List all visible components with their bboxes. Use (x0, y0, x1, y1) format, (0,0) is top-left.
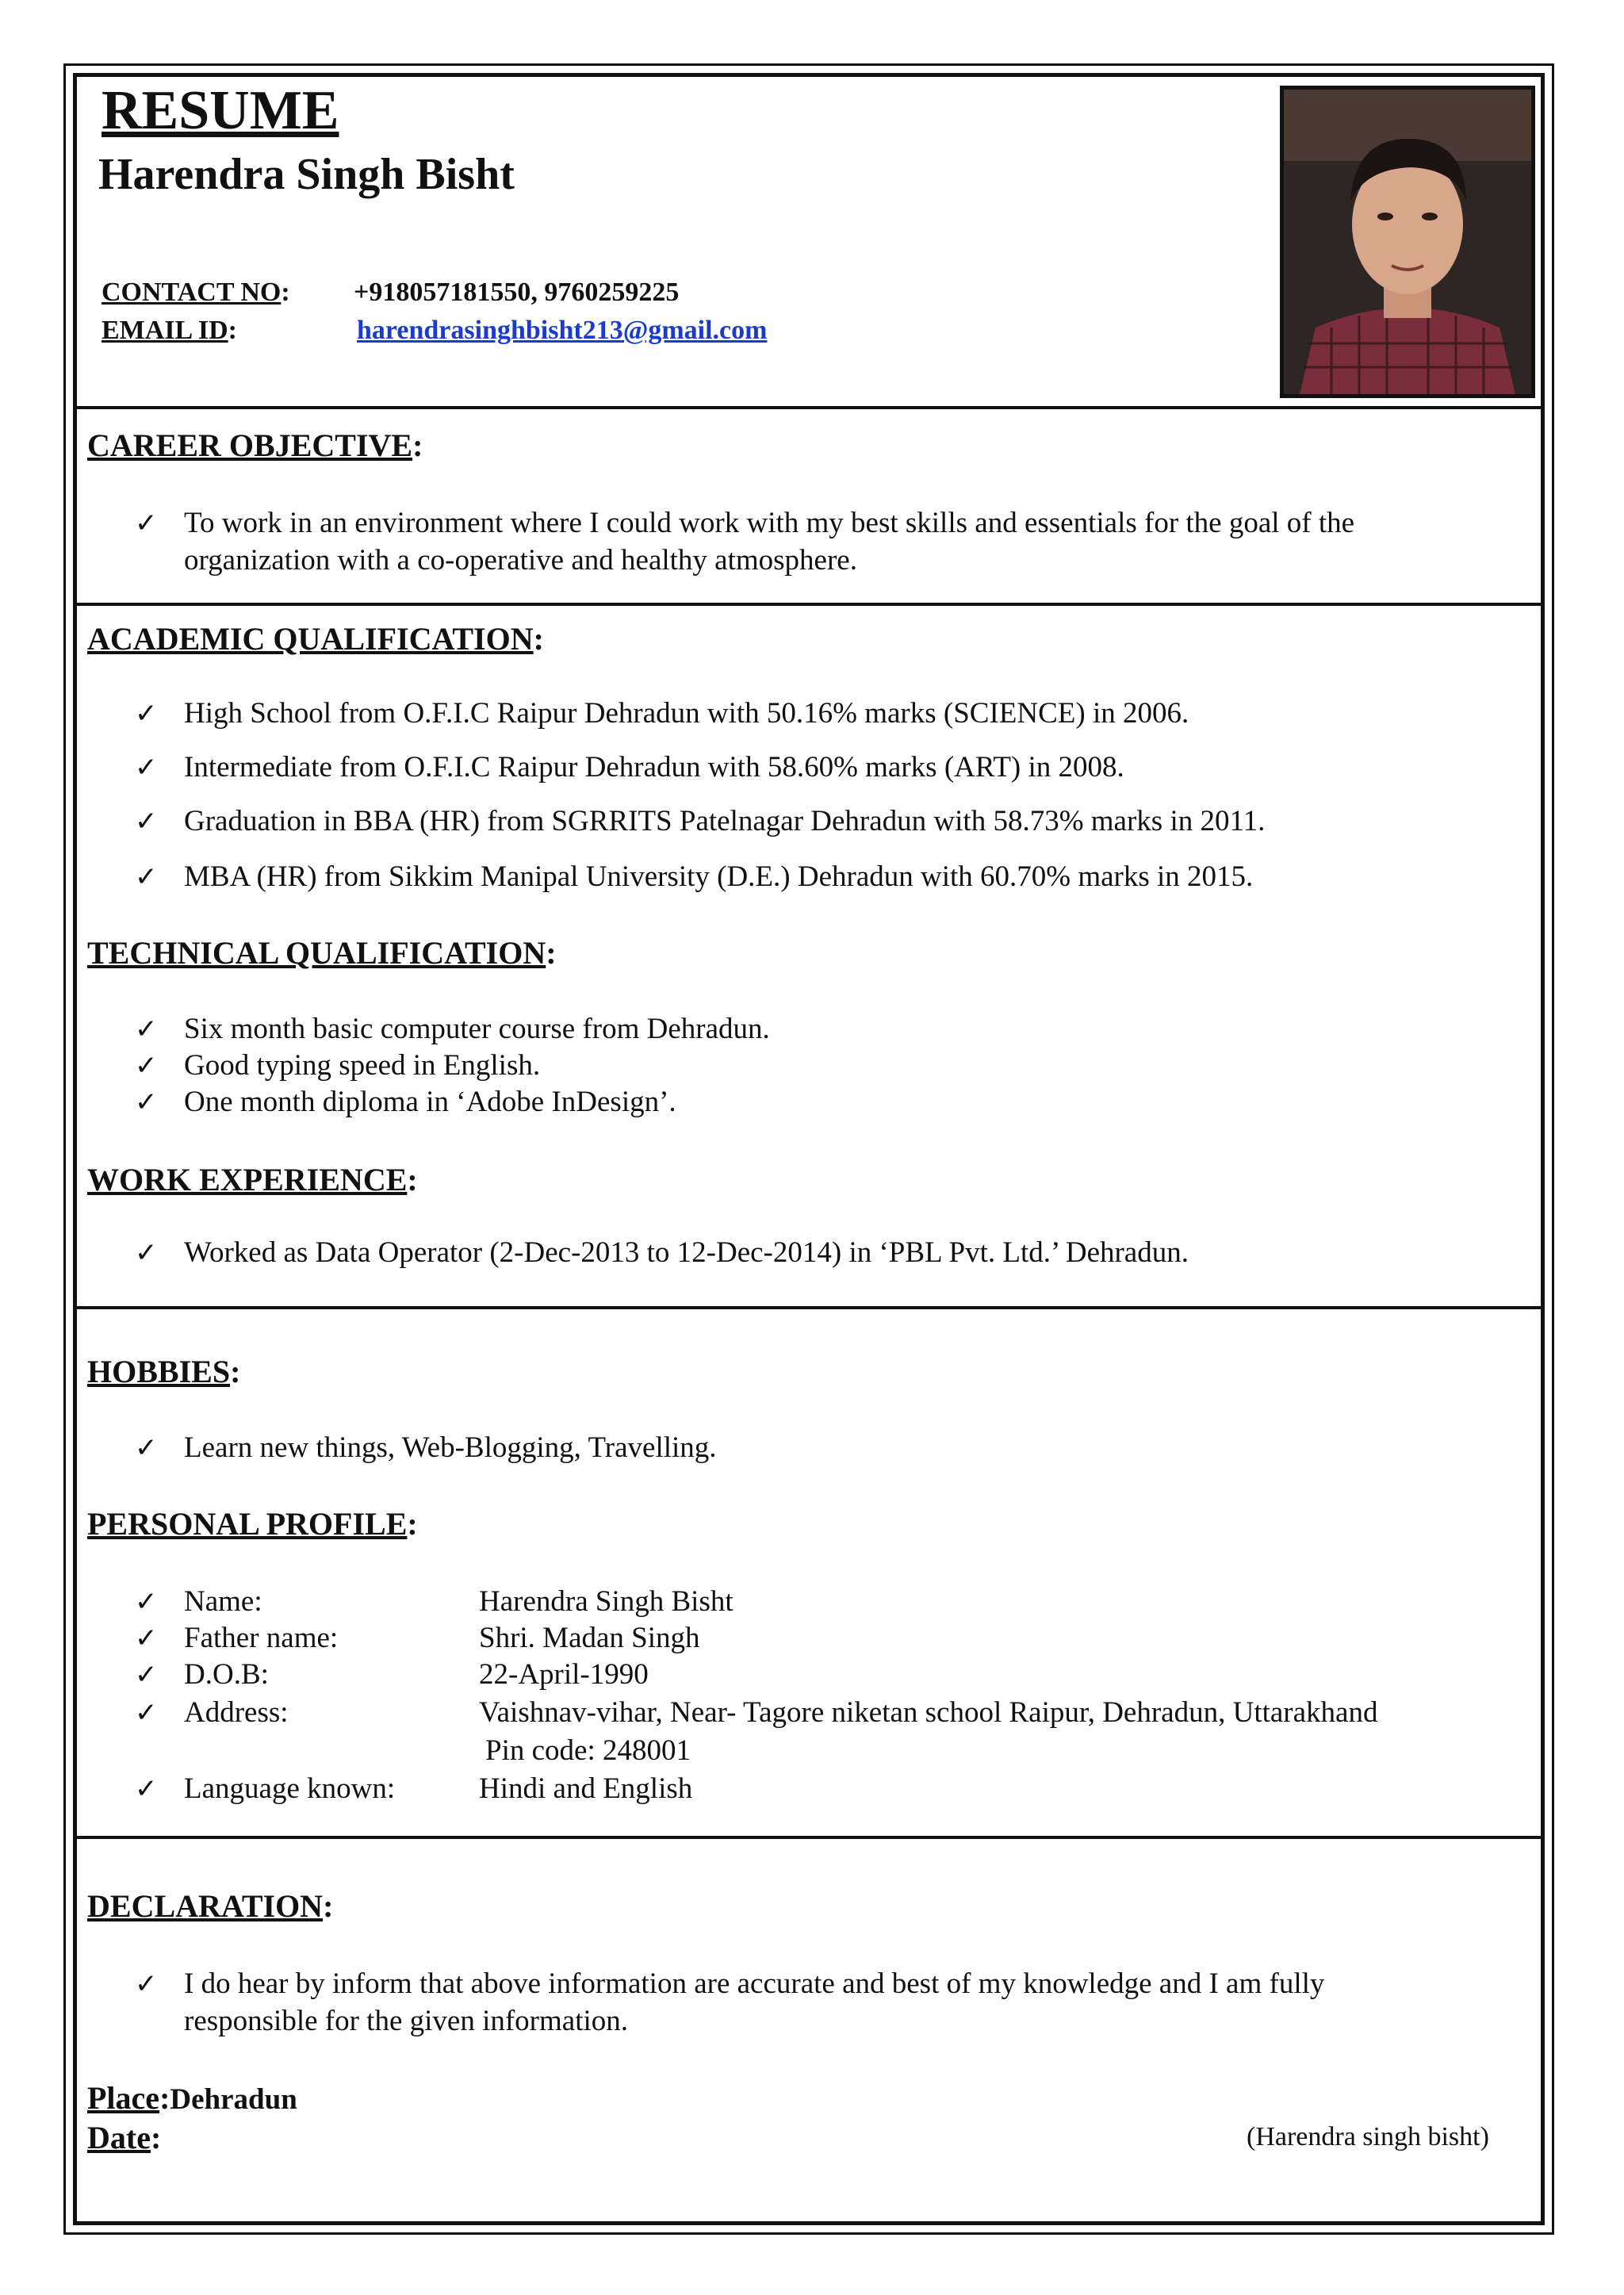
divider-work (73, 1306, 1545, 1309)
declaration-heading: DECLARATION: (87, 1888, 334, 1924)
contact-value: +918057181550, 9760259225 (354, 278, 680, 307)
hobbies-heading: HOBBIES: (87, 1354, 241, 1389)
profile-value: Hindi and English (479, 1772, 693, 1805)
profile-photo (1280, 86, 1535, 398)
check-icon: ✓ (135, 698, 158, 730)
profile-label: Name: (184, 1585, 262, 1618)
divider-header (73, 406, 1545, 409)
list-item: One month diploma in ‘Adobe InDesign’. (184, 1086, 676, 1118)
profile-label: Language known: (184, 1772, 396, 1805)
career-objective-heading: CAREER OBJECTIVE: (87, 427, 423, 463)
profile-value: Shri. Madan Singh (479, 1622, 700, 1654)
contact-label: CONTACT NO: (102, 278, 290, 307)
list-item: Worked as Data Operator (2-Dec-2013 to 12-Dec-2014) in ‘PBL Pvt. Ltd.’ Dehradun. (184, 1236, 1189, 1269)
signature: (Harendra singh bisht) (1247, 2122, 1489, 2151)
email-label: EMAIL ID: (102, 316, 237, 345)
profile-value: Harendra Singh Bisht (479, 1585, 733, 1618)
list-item: Learn new things, Web-Blogging, Travelling. (184, 1431, 717, 1464)
list-item: Graduation in BBA (HR) from SGRRITS Patelnagar Dehradun with 58.73% marks in 2011. (184, 805, 1266, 837)
check-icon: ✓ (135, 508, 158, 539)
check-icon: ✓ (135, 861, 158, 893)
check-icon: ✓ (135, 1237, 158, 1269)
check-icon: ✓ (135, 1623, 158, 1654)
divider-profile (73, 1836, 1545, 1839)
profile-pin: Pin code: 248001 (485, 1734, 691, 1767)
resume-title: RESUME (102, 80, 339, 141)
check-icon: ✓ (135, 752, 158, 784)
list-item: Intermediate from O.F.I.C Raipur Dehradun with 58.60% marks (ART) in 2008. (184, 751, 1124, 784)
place-line: Place:Dehradun (87, 2080, 297, 2116)
list-item: Six month basic computer course from Dehradun. (184, 1013, 770, 1045)
career-objective-text: To work in an environment where I could work with my best skills and essentials for the goal of the organization with a co-operative and healthy atmosphere. (184, 507, 1355, 577)
check-icon: ✓ (135, 806, 158, 837)
list-item: Good typing speed in English. (184, 1049, 541, 1082)
check-icon: ✓ (135, 1432, 158, 1464)
profile-value: 22-April-1990 (479, 1658, 649, 1691)
check-icon: ✓ (135, 1050, 158, 1082)
check-icon: ✓ (135, 1697, 158, 1729)
check-icon: ✓ (135, 1586, 158, 1618)
list-item: High School from O.F.I.C Raipur Dehradun with 50.16% marks (SCIENCE) in 2006. (184, 697, 1189, 730)
profile-label: D.O.B: (184, 1658, 269, 1691)
work-heading: WORK EXPERIENCE: (87, 1162, 418, 1197)
check-icon: ✓ (135, 1013, 158, 1045)
profile-label: Address: (184, 1696, 289, 1729)
profile-label: Father name: (184, 1622, 339, 1654)
academic-heading: ACADEMIC QUALIFICATION: (87, 621, 544, 657)
profile-value: Vaishnav-vihar, Near- Tagore niketan school Raipur, Dehradun, Uttarakhand (479, 1696, 1378, 1729)
declaration-text: I do hear by inform that above information are accurate and best of my knowledge and I am fully responsible for the given information. (184, 1967, 1325, 2037)
date-line: Date: (87, 2120, 162, 2155)
divider-career (73, 603, 1545, 606)
email-link[interactable]: harendrasinghbisht213@gmail.com (357, 316, 768, 345)
check-icon: ✓ (135, 1773, 158, 1805)
check-icon: ✓ (135, 1086, 158, 1118)
check-icon: ✓ (135, 1659, 158, 1691)
check-icon: ✓ (135, 1968, 158, 2000)
list-item: MBA (HR) from Sikkim Manipal University (D.E.) Dehradun with 60.70% marks in 2015. (184, 860, 1254, 893)
profile-photo-illustration (1284, 90, 1531, 394)
candidate-name: Harendra Singh Bisht (98, 150, 515, 199)
profile-heading: PERSONAL PROFILE: (87, 1506, 418, 1542)
technical-heading: TECHNICAL QUALIFICATION: (87, 935, 557, 971)
